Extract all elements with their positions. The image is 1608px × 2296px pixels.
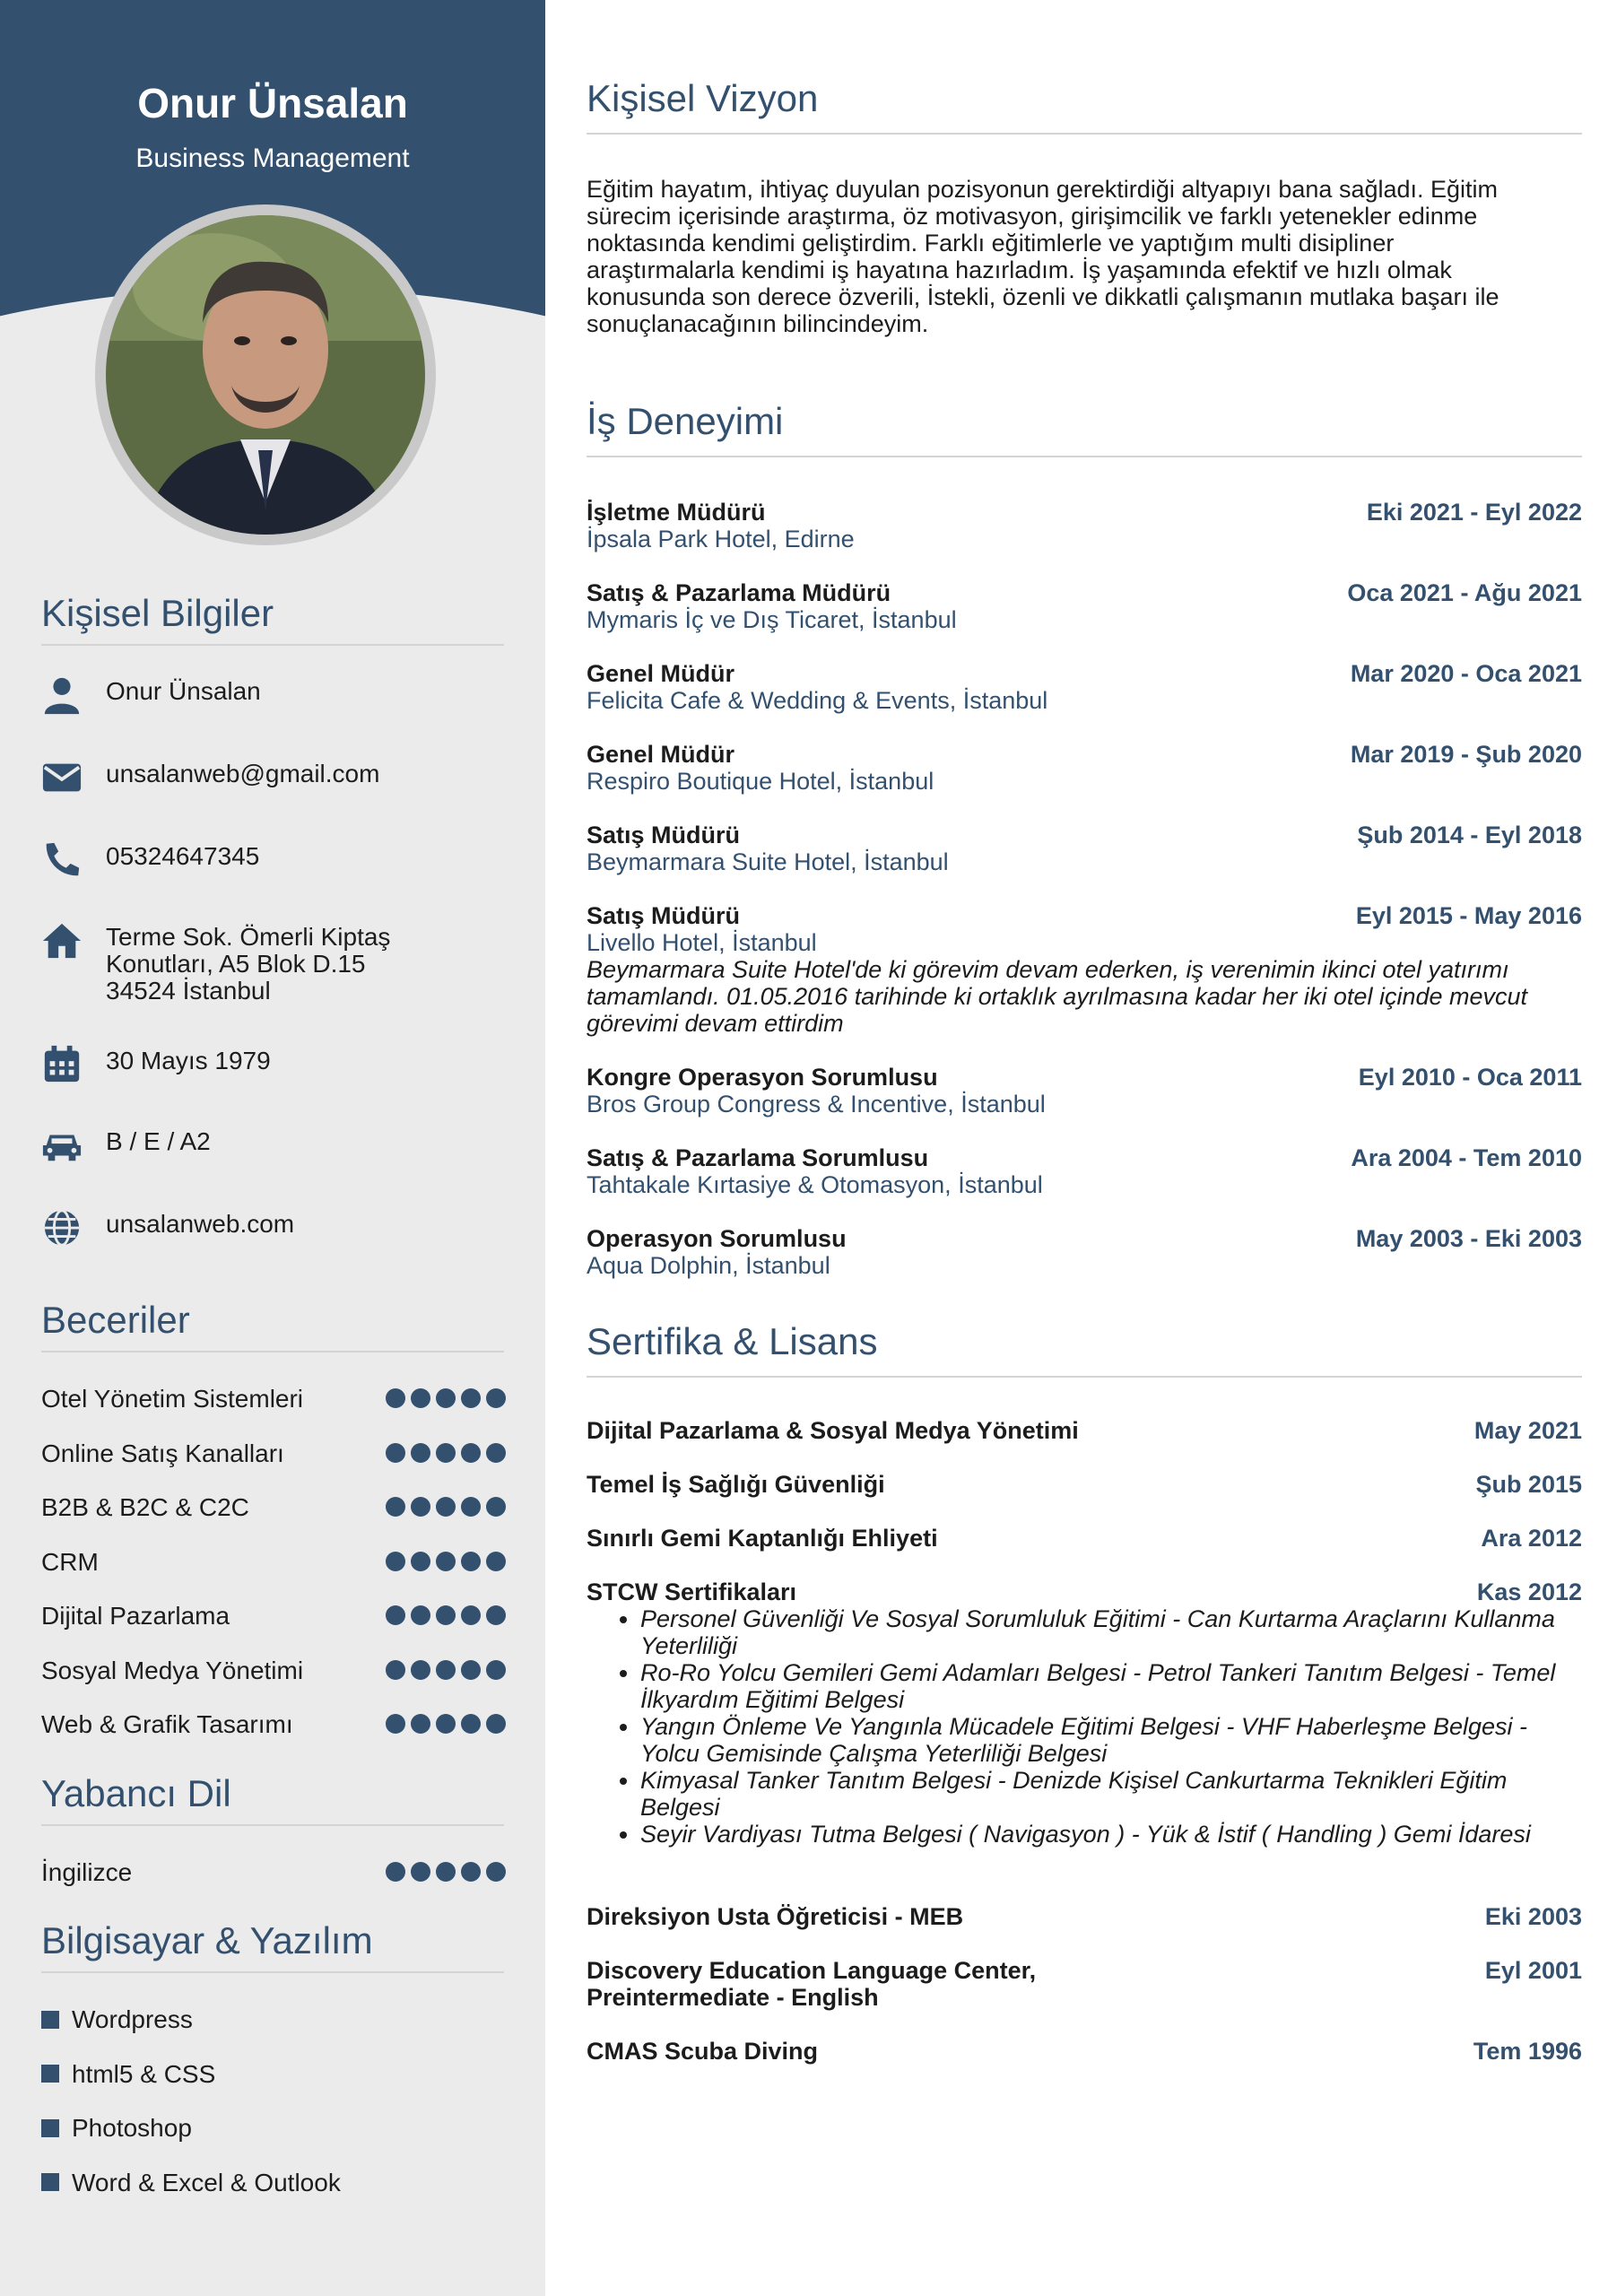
job-title: Satış Müdürü [587,822,741,848]
job-entry [587,579,1582,633]
cert-date: Tem 1996 [1473,2038,1582,2065]
language-label: İngilizce [41,1858,133,1886]
job-date: Mar 2020 - Oca 2021 [1350,660,1582,687]
rating-dot [461,1443,481,1463]
rating-dot [436,1388,456,1408]
job-title: Satış Müdürü [587,902,741,929]
job-entry [587,499,1582,552]
cert-date: Şub 2015 [1475,1471,1582,1498]
vision-line: sonuçlanacağının bilincindeyim. [587,310,929,337]
rating-dot [461,1605,481,1625]
cert-title-line: Preintermediate - English [587,1984,879,2011]
job-company: Felicita Cafe & Wedding & Events, İstanbul [587,687,1048,714]
skill-rating [386,1388,506,1408]
address-line-3: 34524 İstanbul [106,977,271,1004]
stcw-bullet [640,1659,1582,1713]
skill-rating [386,1660,506,1680]
skill-label: CRM [41,1547,99,1576]
vision-text [587,176,1555,337]
job-company: Bros Group Congress & Incentive, İstanbul [587,1091,1046,1118]
skill-row [41,1438,506,1470]
job-date: Mar 2019 - Şub 2020 [1350,741,1582,768]
cert-date: May 2021 [1473,1417,1582,1444]
stcw-bullet-line: • Kimyasal Tanker Tanıtım Belgesi - Denizde Kişisel Cankurtarma Teknikleri Eğitim [640,1767,1508,1794]
skill-row [41,1709,506,1741]
skill-label: Otel Yönetim Sistemleri [41,1385,304,1413]
job-entry [587,1064,1582,1118]
stcw-bullet-line: Yeterliliği [640,1632,738,1659]
stcw-bullet-line: • Seyir Vardiyası Tutma Belgesi ( Navigasyon ) - Yük & İstif ( Handling ) Gemi İdaresi [640,1821,1531,1848]
rating-dot [461,1552,481,1571]
job-entry [587,902,1582,1037]
software-item [41,2114,192,2143]
language-row [41,1857,506,1889]
stcw-bullet [640,1821,1582,1848]
portrait-image [106,215,425,535]
job-title: İşletme Müdürü [587,499,766,526]
rating-dot [461,1497,481,1517]
skill-row [41,1383,506,1415]
rating-dot [461,1862,481,1882]
job-note [587,956,1555,1037]
rating-dot [386,1714,405,1734]
car-icon [41,1125,83,1166]
rating-dot [411,1497,430,1517]
job-title: Operasyon Sorumlusu [587,1225,847,1252]
cert-entry [587,2038,1582,2065]
stcw-bullet-line: • Ro-Ro Yolcu Gemileri Gemi Adamları Belgesi - Petrol Tankeri Tanıtım Belgesi - Temel [640,1659,1556,1686]
cert-title: Direksiyon Usta Öğreticisi - MEB [587,1903,964,1930]
experience-title: İş Deneyimi [587,400,1582,457]
software-label: Wordpress [72,2005,193,2033]
square-bullet-icon [41,2065,59,2083]
rating-dot [486,1714,506,1734]
job-title: Satış & Pazarlama Sorumlusu [587,1144,929,1171]
job-note-line: tamamlandı. 01.05.2016 tarihinde ki ortaklık ayrılmasına kadar her iki otel içinde mevcut [587,983,1528,1010]
rating-dot [436,1714,456,1734]
cert-entry [587,1417,1582,1444]
rating-dot [411,1660,430,1680]
job-entry [587,660,1582,714]
envelope-icon [41,757,83,798]
job-company: Beymarmara Suite Hotel, İstanbul [587,848,949,875]
job-date: Şub 2014 - Eyl 2018 [1357,822,1582,848]
cert-date: Kas 2012 [1476,1578,1582,1605]
info-license-text: B / E / A2 [106,1127,211,1155]
cert-date: Eyl 2001 [1484,1957,1582,1984]
skill-row [41,1600,506,1632]
sidebar [0,0,545,2296]
rating-dot [386,1605,405,1625]
cert-entry [587,1471,1582,1498]
phone-icon [41,839,83,881]
cert-entry [587,1903,1582,1930]
rating-dot [411,1388,430,1408]
rating-dot [411,1552,430,1571]
skill-row [41,1655,506,1687]
info-phone-text: 05324647345 [106,842,260,870]
job-entry [587,1144,1582,1198]
info-address-text [106,924,482,1004]
rating-dot [436,1660,456,1680]
rating-dot [386,1552,405,1571]
skill-rating [386,1605,506,1625]
job-note-line: Beymarmara Suite Hotel'de ki görevim devam ederken, iş verenimin ikinci otel yatırımı [587,956,1509,983]
rating-dot [411,1714,430,1734]
job-title: Satış & Pazarlama Müdürü [587,579,891,606]
address-line-1: Terme Sok. Ömerli Kiptaş [106,923,391,951]
rating-dot [486,1497,506,1517]
job-title: Genel Müdür [587,741,735,768]
cert-title: STCW Sertifikaları [587,1578,797,1605]
rating-dot [461,1660,481,1680]
cert-title: CMAS Scuba Diving [587,2038,819,2065]
job-note-line: görevimi devam ettirdim [587,1010,844,1037]
skill-label: Dijital Pazarlama [41,1602,230,1630]
rating-dot [411,1605,430,1625]
info-fullname-text: Onur Ünsalan [106,677,261,705]
rating-dot [386,1443,405,1463]
rating-dot [486,1388,506,1408]
info-website-text[interactable]: unsalanweb.com [106,1210,295,1238]
software-item [41,2005,193,2034]
job-date: Eyl 2015 - May 2016 [1355,902,1582,929]
language-rating [386,1862,506,1882]
profile-photo [95,204,436,545]
stcw-bullet [640,1767,1582,1821]
vision-line: noktasında kendimi geliştirdim. Farklı eğitimlerle ve yaptığım multi disipliner [587,230,1395,257]
rating-dot [436,1497,456,1517]
rating-dot [436,1862,456,1882]
rating-dot [411,1443,430,1463]
job-date: Eki 2021 - Eyl 2022 [1366,499,1582,526]
skill-rating [386,1552,506,1571]
vision-line: Eğitim hayatım, ihtiyaç duyulan pozisyonun gerektirdiği altyapıyı bana sağladı. Eğitim [587,176,1499,203]
cert-title: Temel İş Sağlığı Güvenliği [587,1471,885,1498]
skill-label: Web & Grafik Tasarımı [41,1710,293,1738]
skill-rating [386,1443,506,1463]
rating-dot [436,1443,456,1463]
job-title: Kongre Operasyon Sorumlusu [587,1064,938,1091]
stcw-bullet-list [587,1605,1582,1848]
job-date: May 2003 - Eki 2003 [1355,1225,1582,1252]
software-title: Bilgisayar & Yazılım [41,1919,504,1973]
job-entry [587,741,1582,795]
job-company: Tahtakale Kırtasiye & Otomasyon, İstanbul [587,1171,1043,1198]
address-line-2: Konutları, A5 Blok D.15 [106,950,366,978]
rating-dot [486,1660,506,1680]
certificates-title: Sertifika & Lisans [587,1320,1582,1378]
job-entry [587,1225,1582,1279]
cert-title: Dijital Pazarlama & Sosyal Medya Yönetimi [587,1417,1079,1444]
globe-icon [41,1207,83,1248]
rating-dot [386,1660,405,1680]
rating-dot [386,1497,405,1517]
software-item [41,2169,341,2197]
home-icon [41,920,83,961]
rating-dot [486,1862,506,1882]
rating-dot [436,1605,456,1625]
job-company: Mymaris İç ve Dış Ticaret, İstanbul [587,606,957,633]
cert-entry [587,1957,1582,2011]
rating-dot [486,1605,506,1625]
profile-role: Business Management [135,144,410,173]
personal-info-title: Kişisel Bilgiler [41,592,504,646]
rating-dot [386,1862,405,1882]
profile-name: Onur Ünsalan [137,80,408,126]
vision-line: konusunda son derece özverili, İstekli, özenli ve dikkatli çalışmanın mutlaka başarı ile [587,283,1499,310]
job-entry [587,822,1582,875]
cert-date: Eki 2003 [1484,1903,1582,1930]
square-bullet-icon [41,2011,59,2029]
square-bullet-icon [41,2173,59,2191]
stcw-bullet-line: • Yangın Önleme Ve Yangınla Mücadele Eğitimi Belgesi - VHF Haberleşme Belgesi - [640,1713,1527,1740]
skills-title: Beceriler [41,1299,504,1352]
skill-label: B2B & B2C & C2C [41,1493,249,1521]
cert-title [587,1957,1304,2011]
job-company: Aqua Dolphin, İstanbul [587,1252,830,1279]
rating-dot [386,1388,405,1408]
stcw-bullet-line: İlkyardım Eğitimi Belgesi [640,1686,905,1713]
cert-title-line: Discovery Education Language Center, [587,1957,1037,1984]
rating-dot [461,1388,481,1408]
info-birth-text: 30 Mayıs 1979 [106,1047,271,1074]
cert-entry [587,1578,1582,1848]
job-company: İpsala Park Hotel, Edirne [587,526,855,552]
job-date: Oca 2021 - Ağu 2021 [1347,579,1582,606]
cert-date: Ara 2012 [1481,1525,1582,1552]
software-item [41,2060,215,2089]
software-label: html5 & CSS [72,2059,216,2088]
software-label: Photoshop [72,2114,192,2142]
job-date: Ara 2004 - Tem 2010 [1351,1144,1582,1171]
user-icon [41,674,83,716]
rating-dot [486,1443,506,1463]
stcw-bullet-line: Belgesi [640,1794,720,1821]
rating-dot [411,1862,430,1882]
square-bullet-icon [41,2119,59,2137]
cert-title: Sınırlı Gemi Kaptanlığı Ehliyeti [587,1525,938,1552]
vision-line: sürecim içerisinde araştırma, öz motivasyon, girişimcilik ve farklı yetenekler edinme [587,203,1478,230]
skill-rating [386,1497,506,1517]
rating-dot [436,1552,456,1571]
software-label: Word & Excel & Outlook [72,2168,341,2196]
languages-title: Yabancı Dil [41,1772,504,1826]
skill-row [41,1546,506,1578]
info-email-text[interactable]: unsalanweb@gmail.com [106,760,380,787]
stcw-bullet-line: Yolcu Gemisinde Çalışma Yeterliliği Belgesi [640,1740,1108,1767]
rating-dot [461,1714,481,1734]
cert-entry [587,1525,1582,1552]
rating-dot [486,1552,506,1571]
skill-row [41,1492,506,1524]
skill-label: Sosyal Medya Yönetimi [41,1656,304,1684]
stcw-bullet-line: • Personel Güvenliği Ve Sosyal Sorumluluk Eğitimi - Can Kurtarma Araçlarını Kullanma [640,1605,1555,1632]
calendar-icon [41,1044,83,1085]
stcw-bullet [640,1605,1582,1659]
skill-rating [386,1714,506,1734]
vision-line: araştırmalarla kendimi iş hayatına hazırladım. İş yaşamında efektif ve hızlı olmak [587,257,1452,283]
job-company: Livello Hotel, İstanbul [587,929,817,956]
skill-label: Online Satış Kanalları [41,1439,284,1467]
vision-title: Kişisel Vizyon [587,77,1582,135]
job-title: Genel Müdür [587,660,735,687]
job-company: Respiro Boutique Hotel, İstanbul [587,768,934,795]
stcw-bullet [640,1713,1582,1767]
job-date: Eyl 2010 - Oca 2011 [1358,1064,1582,1091]
